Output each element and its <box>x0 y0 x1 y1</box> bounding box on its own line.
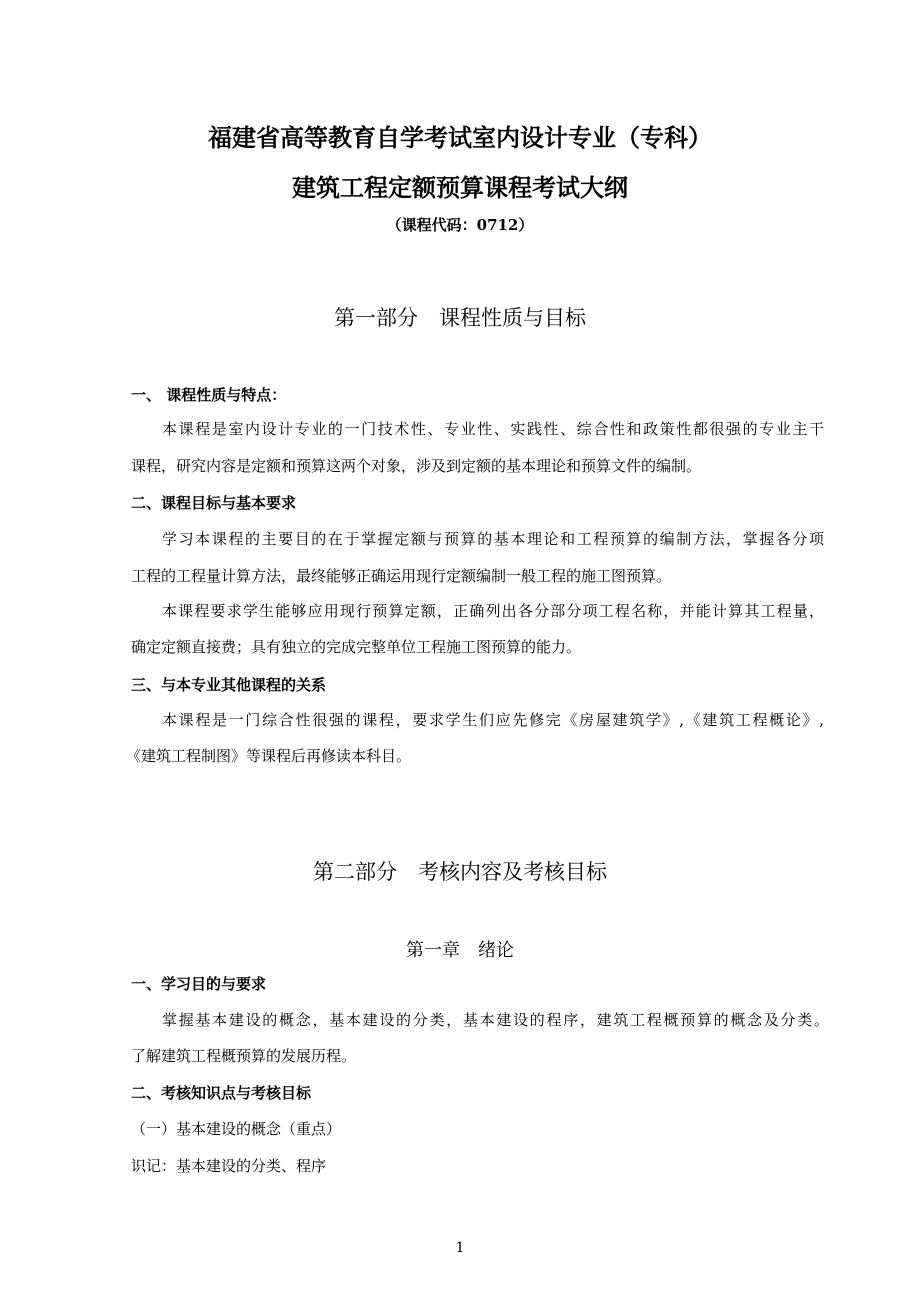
course-code: （课程代码：0712） <box>386 216 534 234</box>
chapter1-section2-heading: 二、考核知识点与考核目标 <box>131 1084 312 1102</box>
part1-section1-line2: 课程，研究内容是定额和预算这两个对象，涉及到定额的基本理论和预算文件的编制。 <box>131 457 702 475</box>
part1-section2-p1-line1: 学习本课程的主要目的在于掌握定额与预算的基本理论和工程预算的编制方法，掌握各分项 <box>162 530 824 548</box>
chapter1-heading: 第一章 绪论 <box>406 940 514 961</box>
chapter1-section1-line1: 掌握基本建设的概念，基本建设的分类，基本建设的程序，建筑工程概预算的概念及分类。 <box>162 1011 829 1029</box>
part1-section1-line1: 本课程是室内设计专业的一门技术性、专业性、实践性、综合性和政策性都很强的专业主干 <box>162 420 824 438</box>
part1-section1-heading: 一、 课程性质与特点： <box>131 386 287 404</box>
part1-section3-line1: 本课程是一门综合性很强的课程，要求学生们应先修完《房屋建筑学》,《建筑工程概论》, <box>162 711 824 729</box>
chapter1-item1: （一）基本建设的概念（重点） <box>131 1120 342 1138</box>
document-title-line-2: 建筑工程定额预算课程考试大纲 <box>292 173 628 202</box>
document-title-line-1: 福建省高等教育自学考试室内设计专业（专科） <box>208 123 712 152</box>
page-number: 1 <box>455 1240 465 1256</box>
part1-section3-line2: 《建筑工程制图》等课程后再修读本科目。 <box>126 747 412 765</box>
chapter1-item1-note: 识记：基本建设的分类、程序 <box>131 1157 327 1175</box>
part1-heading: 第一部分 课程性质与目标 <box>334 306 586 330</box>
part1-section2-p2-line1: 本课程要求学生能够应用现行预算定额，正确列出各分部分项工程名称，并能计算其工程量， <box>162 602 824 620</box>
part1-section2-p2-line2: 确定定额直接费；具有独立的完成完整单位工程施工图预算的能力。 <box>131 638 582 656</box>
part2-heading: 第二部分 考核内容及考核目标 <box>313 860 607 884</box>
part1-section2-p1-line2: 工程的工程量计算方法，最终能够正确运用现行定额编制一般工程的施工图预算。 <box>131 567 672 585</box>
chapter1-section1-line2: 了解建筑工程概预算的发展历程。 <box>131 1047 357 1065</box>
part1-section3-heading: 三、与本专业其他课程的关系 <box>131 676 327 694</box>
chapter1-section1-heading: 一、学习目的与要求 <box>131 975 267 993</box>
part1-section2-heading: 二、课程目标与基本要求 <box>131 494 297 512</box>
